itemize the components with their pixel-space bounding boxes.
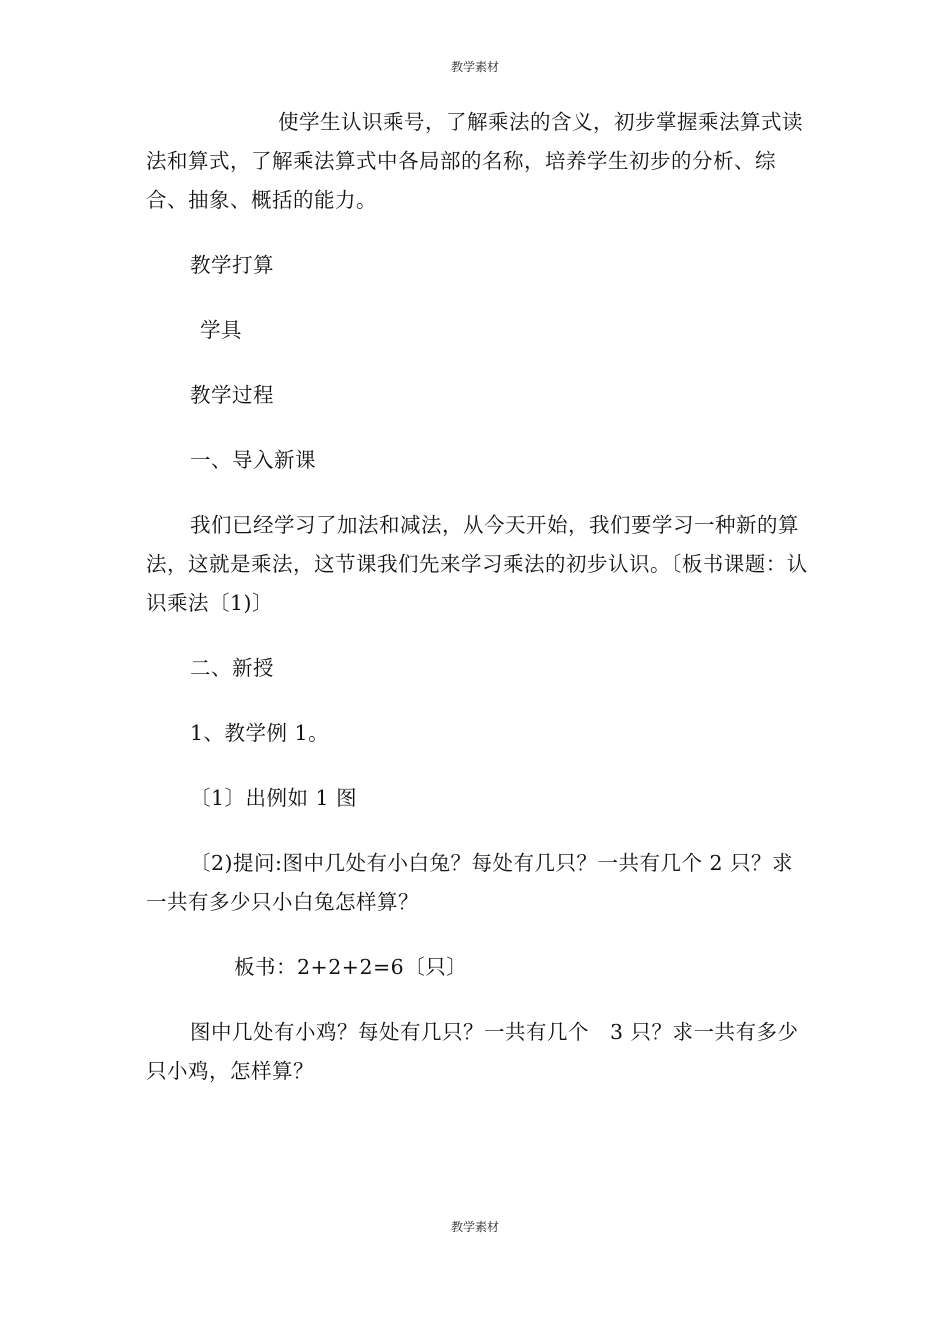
section-heading-intro: 一、导入新课 [190, 448, 316, 472]
section-heading-process: 教学过程 [190, 383, 274, 407]
example-step-2: 〔2)提问:图中几处有小白兔？每处有几只？一共有几个 2 只？求一共有多少只小白兔怎样算？ [146, 851, 794, 914]
intro-paragraph: 我们已经学习了加法和减法，从今天开始，我们要学习一种新的算法，这就是乘法，这节课我们先来学习乘法的初步认识。〔板书课题：认识乘法〔1)〕 [146, 513, 808, 615]
document-body [146, 103, 808, 1117]
page-footer: 教学素材 [450, 1220, 499, 1234]
example-heading: 1、教学例 1。 [190, 721, 330, 745]
section-heading-new-lesson: 二、新授 [190, 656, 274, 680]
chicken-question: 图中几处有小鸡？每处有几只？一共有几个 3 只？求一共有多少只小鸡，怎样算？ [146, 1020, 799, 1083]
section-heading-preparation: 教学打算 [190, 253, 274, 277]
section-item-tools: 学具 [200, 318, 242, 342]
page-header: 教学素材 [450, 60, 499, 74]
board-writing: 板书：2+2+2=6〔只〕 [234, 955, 468, 979]
example-step-1: 〔1〕出例如 1 图 [190, 786, 358, 810]
objective-paragraph: 使学生认识乘号，了解乘法的含义，初步掌握乘法算式读法和算式，了解乘法算式中各局部的名称，培养学生初步的分析、综合、抽象、概括的能力。 [146, 110, 803, 212]
